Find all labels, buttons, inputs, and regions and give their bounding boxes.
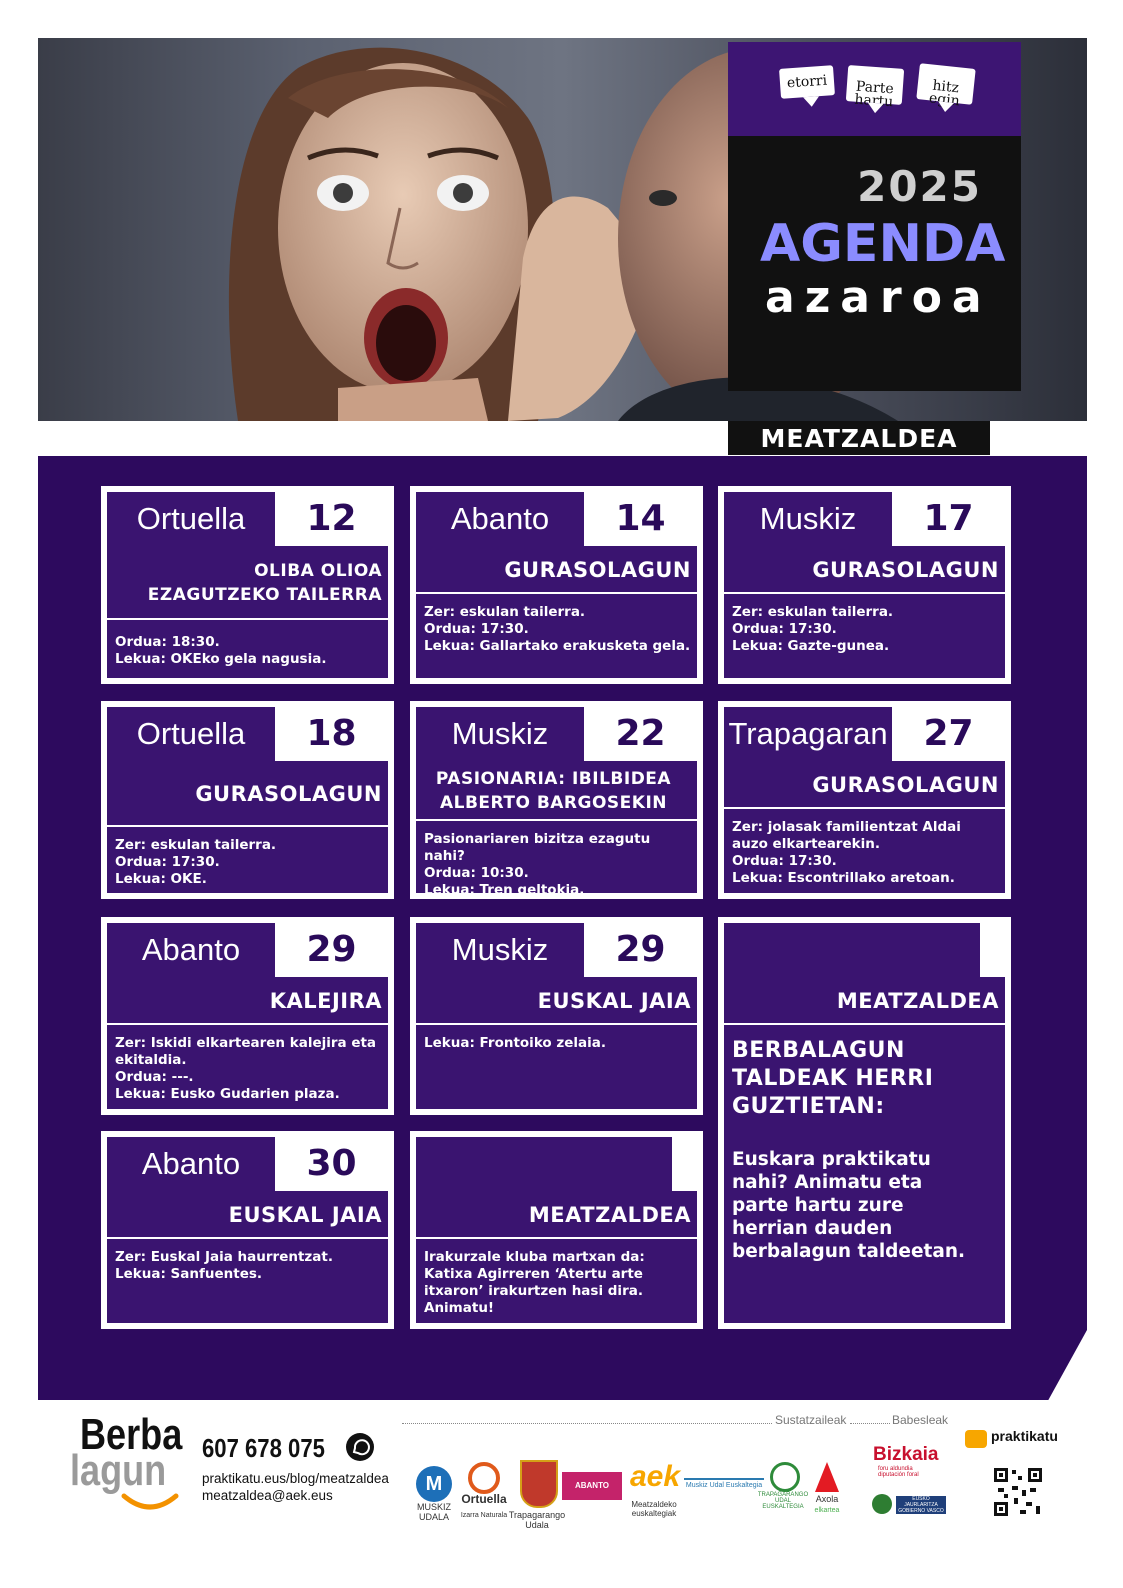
event-title: EUSKAL JAIA bbox=[416, 979, 697, 1025]
bubble-text: hitz egin bbox=[928, 77, 961, 110]
event-details: Zer: jolasak familientzat Aldai auzo elkartearekin. Ordua: 17:30. Lekua: Escontrillako aretoan. bbox=[732, 819, 961, 886]
sponsors-label: Sustatzaileak bbox=[775, 1413, 847, 1427]
bizkaia-sub: foru aldundia diputación foral bbox=[878, 1466, 919, 1478]
event-day: 29 bbox=[306, 929, 357, 970]
whatsapp-icon[interactable] bbox=[345, 1432, 375, 1462]
event-card bbox=[410, 486, 703, 684]
aek-logo: aek bbox=[630, 1460, 681, 1493]
event-town: Muskiz bbox=[416, 923, 584, 977]
sponsor-ortuella: Ortuella Izarra Naturala bbox=[460, 1492, 508, 1519]
event-details: Lekua: Frontoiko zelaia. bbox=[424, 1035, 607, 1051]
event-details: Zer: Iskidi elkartearen kalejira eta ekitaldia. Ordua: ---. Lekua: Eusko Gudarien plaza. bbox=[115, 1035, 377, 1102]
sponsor-muskiz-euskaltegia: Muskiz Udal Euskaltegia bbox=[684, 1478, 764, 1489]
praktikatu-text: praktikatu bbox=[991, 1428, 1058, 1444]
event-day: 27 bbox=[923, 713, 974, 754]
event-card bbox=[410, 917, 703, 1115]
event-title: MEATZALDEA bbox=[416, 1193, 697, 1239]
info-card-body: Euskara praktikatu nahi? Animatu eta parte hartu zure herrian dauden berbalagun taldeetan. bbox=[732, 1149, 966, 1262]
sponsor-aek-sub: Meatzaldeko euskaltegiak bbox=[631, 1500, 677, 1518]
event-details: Pasionariaren bizitza ezagutu nahi? Ordua: 10:30. Lekua: Tren geltokia. bbox=[424, 831, 651, 898]
muskiz-logo: M bbox=[416, 1466, 452, 1502]
blog-link[interactable]: praktikatu.eus/blog/meatzaldea bbox=[202, 1471, 389, 1486]
bubble-text: etorri bbox=[786, 72, 828, 92]
event-title: OLIBA OLIOA EZAGUTZEKO TAILERRA bbox=[107, 548, 388, 620]
event-title: GURASOLAGUN bbox=[416, 548, 697, 594]
blank-header bbox=[416, 1137, 672, 1191]
event-day: 30 bbox=[306, 1143, 357, 1184]
event-details: Zer: Euskal Jaia haurrentzat. Lekua: Sanfuentes. bbox=[115, 1249, 333, 1282]
month-title: azaroa bbox=[765, 272, 992, 323]
gobierno-vasco-text: EUSKO JAURLARITZA GOBIERNO VASCO bbox=[896, 1496, 946, 1514]
event-card bbox=[101, 1131, 394, 1329]
event-card bbox=[718, 701, 1011, 899]
event-town: Ortuella bbox=[107, 707, 275, 761]
event-day: 12 bbox=[306, 498, 357, 539]
event-card bbox=[101, 917, 394, 1115]
event-card bbox=[101, 701, 394, 899]
event-card bbox=[101, 486, 394, 684]
info-card-heading: BERBALAGUN TALDEAK HERRI GUZTIETAN: bbox=[732, 1038, 934, 1119]
event-day: 29 bbox=[615, 929, 666, 970]
smile-icon bbox=[120, 1492, 180, 1514]
qr-code[interactable] bbox=[992, 1466, 1044, 1518]
sponsor-muskiz: MUSKIZ UDALA bbox=[416, 1502, 451, 1522]
event-details: Zer: eskulan tailerra. Ordua: 17:30. Lekua: Gazte-gunea. bbox=[732, 604, 894, 654]
bizkaia-logo: Bizkaia bbox=[873, 1444, 939, 1465]
phone-number[interactable]: 607 678 075 bbox=[202, 1433, 325, 1463]
event-title: PASIONARIA: IBILBIDEA ALBERTO BARGOSEKIN bbox=[416, 763, 697, 821]
event-details: Zer: eskulan tailerra. Ordua: 17:30. Lekua: Gallartako erakusketa gela. bbox=[424, 604, 691, 654]
event-details: Ordua: 18:30. Lekua: OKEko gela nagusia. bbox=[115, 634, 327, 667]
event-day: 14 bbox=[615, 498, 666, 539]
supporters-divider bbox=[850, 1423, 890, 1424]
sponsor-trapagaran: Trapagarango Udala bbox=[508, 1510, 566, 1530]
event-title: EUSKAL JAIA bbox=[107, 1193, 388, 1239]
event-details: Zer: eskulan tailerra. Ordua: 17:30. Lekua: OKE. bbox=[115, 837, 277, 887]
event-card bbox=[718, 486, 1011, 684]
contact-links bbox=[202, 1470, 389, 1504]
info-card bbox=[718, 917, 1011, 1329]
event-day: 17 bbox=[923, 498, 974, 539]
speech-bubble-parte-hartu bbox=[846, 65, 904, 111]
info-card-title: MEATZALDEA bbox=[724, 979, 1005, 1025]
year: 2025 bbox=[857, 162, 982, 211]
agenda-title: AGENDA bbox=[760, 214, 1006, 274]
event-card bbox=[410, 701, 703, 899]
brand-top: Berba bbox=[80, 1410, 183, 1459]
event-town: Trapagaran bbox=[724, 707, 892, 761]
supporters-label: Babesleak bbox=[892, 1413, 949, 1427]
speech-bubble-hitz-egin bbox=[916, 63, 975, 110]
sponsor-trapagarango-euskaltegia: TRAPAGARANGO UDAL EUSKALTEGIA bbox=[757, 1492, 809, 1510]
berbalagun-logo bbox=[70, 1410, 195, 1510]
event-title: KALEJIRA bbox=[107, 979, 388, 1025]
event-town: Abanto bbox=[416, 492, 584, 546]
bubble-text: Parte hartu bbox=[854, 78, 895, 111]
praktikatu-icon bbox=[965, 1430, 987, 1448]
event-title: GURASOLAGUN bbox=[724, 763, 1005, 809]
speech-bubble-etorri bbox=[779, 65, 835, 99]
event-title: GURASOLAGUN bbox=[724, 548, 1005, 594]
event-day: 22 bbox=[615, 713, 666, 754]
gobierno-vasco-logo bbox=[872, 1494, 892, 1514]
email-link[interactable]: meatzaldea@aek.eus bbox=[202, 1488, 333, 1503]
event-card bbox=[410, 1131, 703, 1329]
sponsor-abanto-zierbena: ABANTO ZIERBENA bbox=[562, 1472, 622, 1500]
sponsors-divider bbox=[402, 1423, 772, 1424]
brand-bottom: lagun bbox=[70, 1446, 167, 1495]
event-town: Muskiz bbox=[416, 707, 584, 761]
event-title: GURASOLAGUN bbox=[107, 763, 388, 827]
event-town: Abanto bbox=[107, 923, 275, 977]
event-day: 18 bbox=[306, 713, 357, 754]
event-town: Muskiz bbox=[724, 492, 892, 546]
trapagaran-shield bbox=[520, 1460, 558, 1508]
event-town: Ortuella bbox=[107, 492, 275, 546]
trapagarango-euskaltegia-icon bbox=[770, 1462, 800, 1492]
region-tab: MEATZALDEA bbox=[728, 421, 990, 455]
event-details: Irakurzale kluba martxan da: Katixa Agirreren ‘Atertu arte itxaron’ irakurtzen hasi dira. Animatu! bbox=[424, 1249, 645, 1316]
event-town: Abanto bbox=[107, 1137, 275, 1191]
ortuella-logo bbox=[468, 1462, 500, 1494]
blank-header bbox=[724, 923, 980, 977]
sponsor-axola: Axola elkartea bbox=[814, 1494, 840, 1514]
